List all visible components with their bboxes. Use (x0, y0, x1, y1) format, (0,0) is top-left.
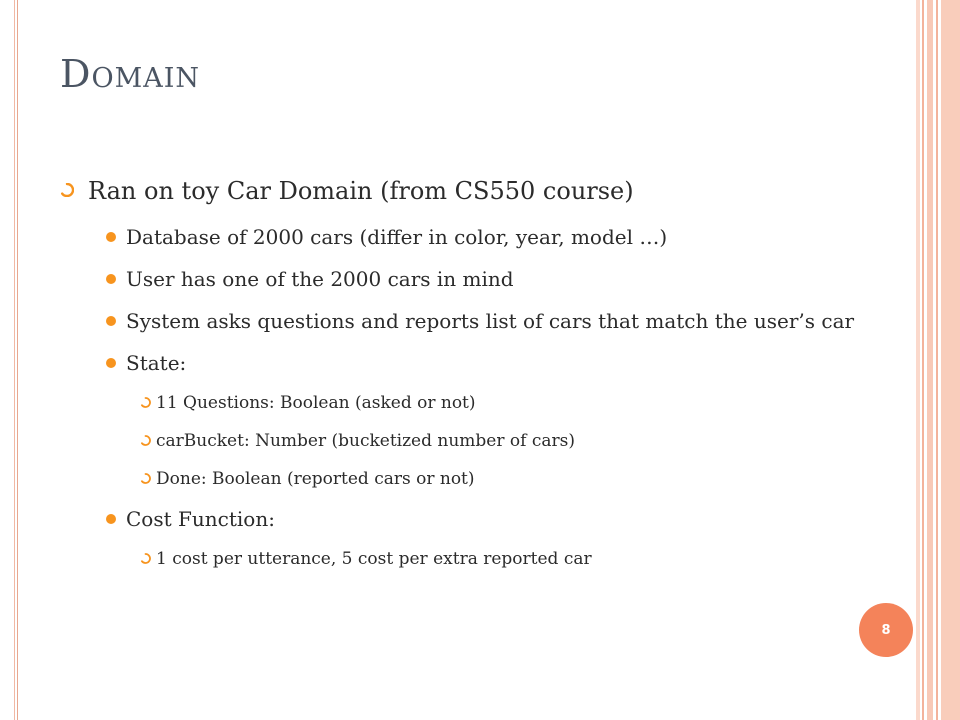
bullet-dot-icon (106, 316, 116, 326)
bullet-dot-icon (106, 232, 116, 242)
sub-list-item-text: carBucket: Number (bucketized number of cars) (156, 431, 575, 451)
left-border-decoration (0, 0, 18, 720)
list-item-text: State: (126, 351, 187, 375)
bullet-dot-icon (106, 358, 116, 368)
list-item (60, 265, 860, 293)
slide-title: Domain (60, 52, 201, 96)
page-number: 8 (881, 622, 891, 638)
sub-list-item-text: Done: Boolean (reported cars or not) (156, 469, 475, 489)
list-item-text: Database of 2000 cars (differ in color, year, model …) (126, 225, 668, 249)
main-bullet-text: Ran on toy Car Domain (from CS550 course) (88, 177, 634, 205)
list-item (60, 349, 860, 377)
list-item-text: User has one of the 2000 cars in mind (126, 267, 514, 291)
sub-list-item (60, 467, 860, 491)
sub-list-item-text: 11 Questions: Boolean (asked or not) (156, 393, 476, 413)
bullet-dot-icon (106, 274, 116, 284)
sub-list-item-text: 1 cost per utterance, 5 cost per extra reported car (156, 549, 592, 569)
list-item (60, 505, 860, 533)
bullet-marker-icon (60, 183, 74, 197)
bullet-dot-icon (106, 514, 116, 524)
sub-bullet-marker-icon (140, 397, 151, 408)
sub-list-item (60, 391, 860, 415)
main-bullet (60, 175, 860, 207)
list-item-text: Cost Function: (126, 507, 275, 531)
right-stripe-decoration (916, 0, 960, 720)
list-item-text: System asks questions and reports list of cars that match the user’s car (126, 309, 855, 333)
list-item (60, 223, 860, 251)
sub-bullet-marker-icon (140, 553, 151, 564)
list-item (60, 307, 860, 335)
sub-bullet-marker-icon (140, 435, 151, 446)
page-number-badge (859, 603, 913, 657)
sub-bullet-marker-icon (140, 473, 151, 484)
slide-content (60, 175, 860, 585)
sub-list-item (60, 547, 860, 571)
sub-list-item (60, 429, 860, 453)
